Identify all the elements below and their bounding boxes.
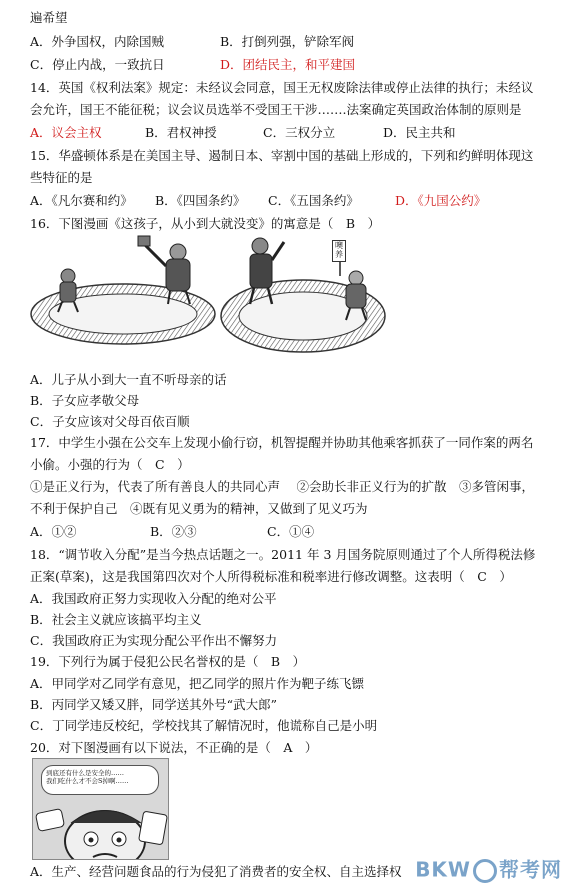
q18-stem-line1: 18．“调节收入分配”是当今热点话题之一。2011 年 3 月国务院原则通过了个人所得税法修 xyxy=(30,547,536,562)
speech-bubble xyxy=(41,765,159,795)
q16-option-c: C．子女应该对父母百依百顺 xyxy=(30,414,190,429)
q14-stem-line2: 会允许，国王不能征税；议会议员选举不受国王干涉…….法案确定英国政治体制的原则是 xyxy=(30,102,522,117)
q13-option-d: D．团结民主，和平建国 xyxy=(220,57,356,72)
cartoon-panel-1 xyxy=(31,236,215,344)
q15-option-a: A．《凡尔赛和约》 xyxy=(30,193,133,208)
q19-option-a: A．甲同学对乙同学有意见，把乙同学的照片作为靶子练飞镖 xyxy=(30,676,365,691)
q13-option-c: C．停止内战，一致抗日 xyxy=(30,57,165,72)
q14-option-a: A．议会主权 xyxy=(30,125,102,140)
q20-option-a: A．生产、经营问题食品的行为侵犯了消费者的安全权、自主选择权 xyxy=(30,864,402,879)
q15-stem-line2: 些特征的是 xyxy=(30,170,93,185)
q16-stem: 16．下图漫画《这孩子，从小到大就没变》的寓意是（ B ） xyxy=(30,216,381,231)
q18-option-a: A．我国政府正努力实现收入分配的绝对公平 xyxy=(30,591,277,606)
q18-option-c: C．我国政府正为实现分配公平作出不懈努力 xyxy=(30,633,278,648)
q18-option-b: B．社会主义就应该搞平均主义 xyxy=(30,612,202,627)
q15-option-d: D．《九国公约》 xyxy=(395,193,487,208)
watermark-name: 帮考网 xyxy=(499,857,562,882)
q18-stem-line2: 正案(草案)，这是我国第四次对个人所得税标准和税率进行修改调整。这表明（ C ） xyxy=(30,569,512,584)
q19-option-b: B．丙同学又矮又胖，同学送其外号“武大郎” xyxy=(30,697,277,712)
bubble-line-1: 到底还有什么是安全的…… xyxy=(46,769,124,777)
cartoon-panel-2 xyxy=(221,238,385,352)
q20-stem: 20．对下图漫画有以下说法，不正确的是（ A ） xyxy=(30,740,318,755)
q17-option-c: C．①④ xyxy=(267,524,315,539)
q13-option-b: B．打倒列强，铲除军阀 xyxy=(220,34,355,49)
q17-stem-line2: 小偷。小强的行为（ C ） xyxy=(30,457,190,472)
worried-face-drawing xyxy=(33,793,168,860)
q14-option-d: D．民主共和 xyxy=(383,125,456,140)
q17-stem-line4: 不利于保护自己 ④既有见义勇为的精神，又做到了见义巧为 xyxy=(30,501,368,516)
q17-option-a: A．①② xyxy=(30,524,77,539)
q14-option-c: C．三权分立 xyxy=(263,125,336,140)
cartoon-sign-text: 噢养 xyxy=(335,241,343,259)
q14-stem-line1: 14．英国《权利法案》规定：未经议会同意，国王无权废除法律或停止法律的执行；未经议 xyxy=(30,80,534,95)
q17-option-b: B．②③ xyxy=(150,524,197,539)
q16-option-b: B．子女应孝敬父母 xyxy=(30,393,140,408)
q15-stem-line1: 15．华盛顿体系是在美国主导、遏制日本、宰割中国的基础上形成的，下列和约鲜明体现这 xyxy=(30,148,534,163)
q16-option-a: A．儿子从小到大一直不听母亲的话 xyxy=(30,372,227,387)
q15-option-c: C．《五国条约》 xyxy=(268,193,359,208)
watermark-logo-icon xyxy=(473,859,497,883)
bubble-line-2: 我们吃什么才不会S掉啊…… xyxy=(46,777,129,785)
cartoon-sign xyxy=(332,240,346,262)
q13-tail: 遍希望 xyxy=(30,10,68,25)
q20-cartoon xyxy=(32,758,169,860)
q19-option-c: C．丁同学违反校纪，学校找其了解情况时，他谎称自己是小明 xyxy=(30,718,378,733)
q15-option-b: B．《四国条约》 xyxy=(155,193,246,208)
site-watermark xyxy=(415,859,562,883)
q19-stem: 19．下列行为属于侵犯公民名誉权的是（ B ） xyxy=(30,654,306,669)
watermark-brand: BKW xyxy=(415,857,471,882)
q14-option-b: B．君权神授 xyxy=(145,125,217,140)
q17-stem-line3: ①是正义行为，代表了所有善良人的共同心声 ②会助长非正义行为的扩散 ③多管闲事， xyxy=(30,479,534,494)
q17-stem-line1: 17．中学生小强在公交车上发现小偷行窃，机智提醒并协助其他乘客抓获了一同作案的两名 xyxy=(30,435,534,450)
q13-option-a: A．外争国权，内除国贼 xyxy=(30,34,165,49)
